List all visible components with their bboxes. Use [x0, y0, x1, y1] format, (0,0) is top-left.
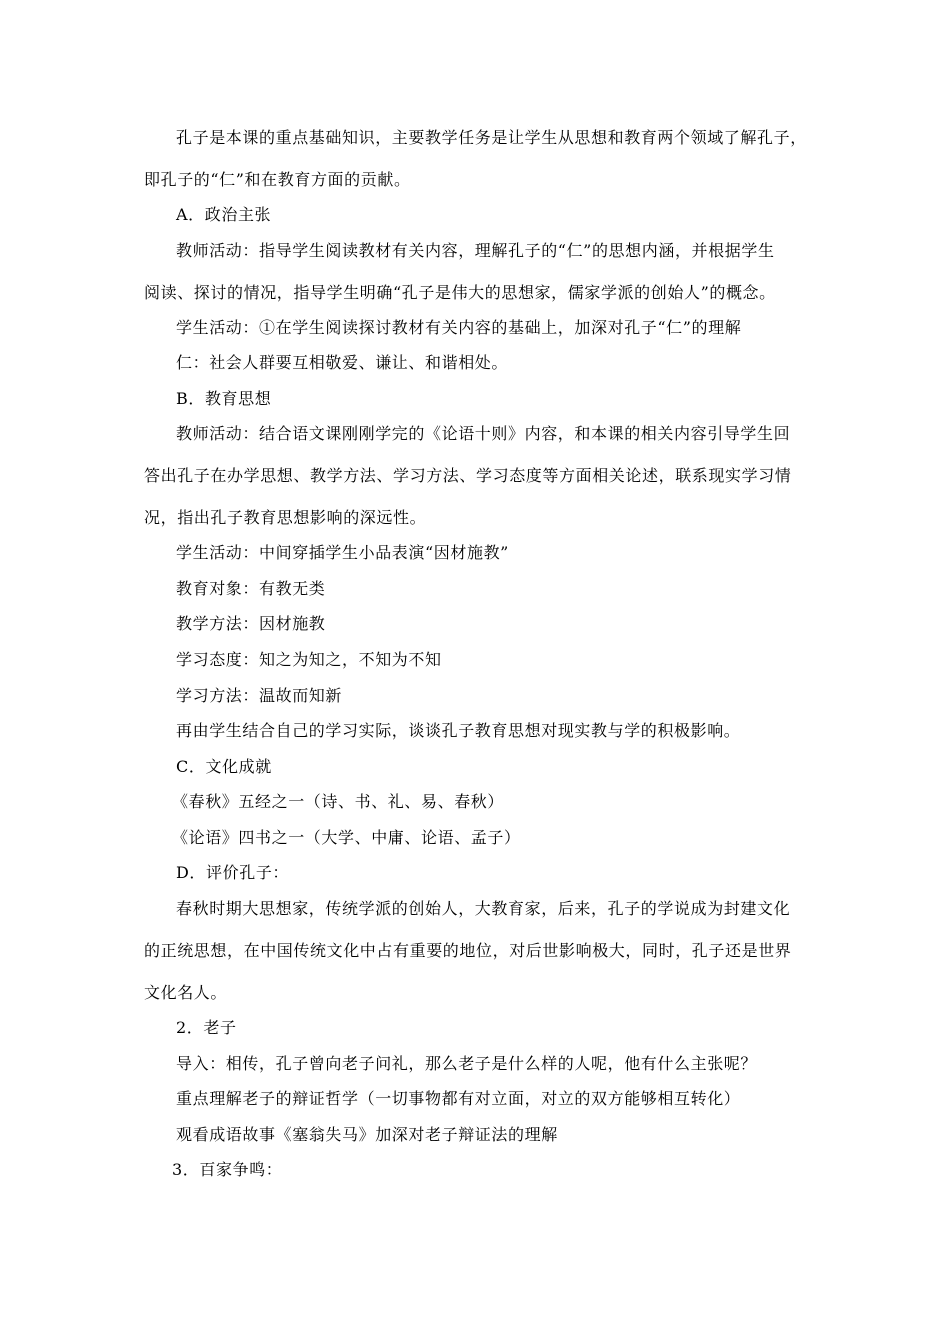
section-heading-baijia: 3．百家争鸣：	[172, 1160, 283, 1179]
paragraph-line: 文化名人。	[144, 983, 228, 1002]
section-heading-a: A．政治主张	[176, 205, 272, 224]
section-heading-b: B．教育思想	[176, 389, 272, 408]
paragraph-line: 仁：社会人群要互相敬爱、谦让、和谐相处。	[176, 353, 509, 372]
paragraph-line: 《春秋》五经之一（诗、书、礼、易、春秋）	[172, 792, 505, 811]
paragraph-line: 教师活动：结合语文课刚刚学完的《论语十则》内容，和本课的相关内容引导学生回	[176, 424, 791, 443]
paragraph-line: 观看成语故事《塞翁失马》加深对老子辩证法的理解	[176, 1125, 558, 1144]
paragraph-line: 教育对象：有教无类	[176, 579, 326, 598]
paragraph-line: 教学方法：因材施教	[176, 614, 326, 633]
paragraph-line: 春秋时期大思想家，传统学派的创始人，大教育家，后来，孔子的学说成为封建文化	[176, 899, 791, 918]
paragraph-line: 再由学生结合自己的学习实际，谈谈孔子教育思想对现实教与学的积极影响。	[176, 721, 741, 740]
paragraph-line: 即孔子的“仁”和在教育方面的贡献。	[144, 170, 411, 189]
paragraph-line: 阅读、探讨的情况，指导学生明确“孔子是伟大的思想家，儒家学派的创始人”的概念。	[144, 283, 776, 302]
section-heading-laozi: 2．老子	[176, 1018, 237, 1037]
paragraph-line: 况，指出孔子教育思想影响的深远性。	[144, 508, 427, 527]
paragraph-line: 学生活动：中间穿插学生小品表演“因材施教”	[176, 543, 509, 562]
paragraph-line: 导入：相传，孔子曾向老子问礼，那么老子是什么样的人呢，他有什么主张呢？	[176, 1054, 758, 1073]
paragraph-line: 学习方法：温故而知新	[176, 686, 343, 705]
section-heading-d: D．评价孔子：	[176, 863, 290, 882]
paragraph-line: 答出孔子在办学思想、教学方法、学习方法、学习态度等方面相关论述，联系现实学习情	[144, 466, 792, 485]
paragraph-line: 孔子是本课的重点基础知识，主要教学任务是让学生从思想和教育两个领域了解孔子，	[176, 128, 807, 147]
paragraph-line: 重点理解老子的辩证哲学（一切事物都有对立面，对立的双方能够相互转化）	[176, 1089, 741, 1108]
paragraph-line: 《论语》四书之一（大学、中庸、论语、孟子）	[172, 828, 521, 847]
paragraph-line: 的正统思想，在中国传统文化中占有重要的地位，对后世影响极大，同时，孔子还是世界	[144, 941, 792, 960]
paragraph-line: 学生活动：①在学生阅读探讨教材有关内容的基础上，加深对孔子“仁”的理解	[176, 318, 742, 337]
paragraph-line: 教师活动：指导学生阅读教材有关内容，理解孔子的“仁”的思想内涵，并根据学生	[176, 241, 775, 260]
section-heading-c: C．文化成就	[176, 757, 272, 776]
paragraph-line: 学习态度：知之为知之，不知为不知	[176, 650, 442, 669]
